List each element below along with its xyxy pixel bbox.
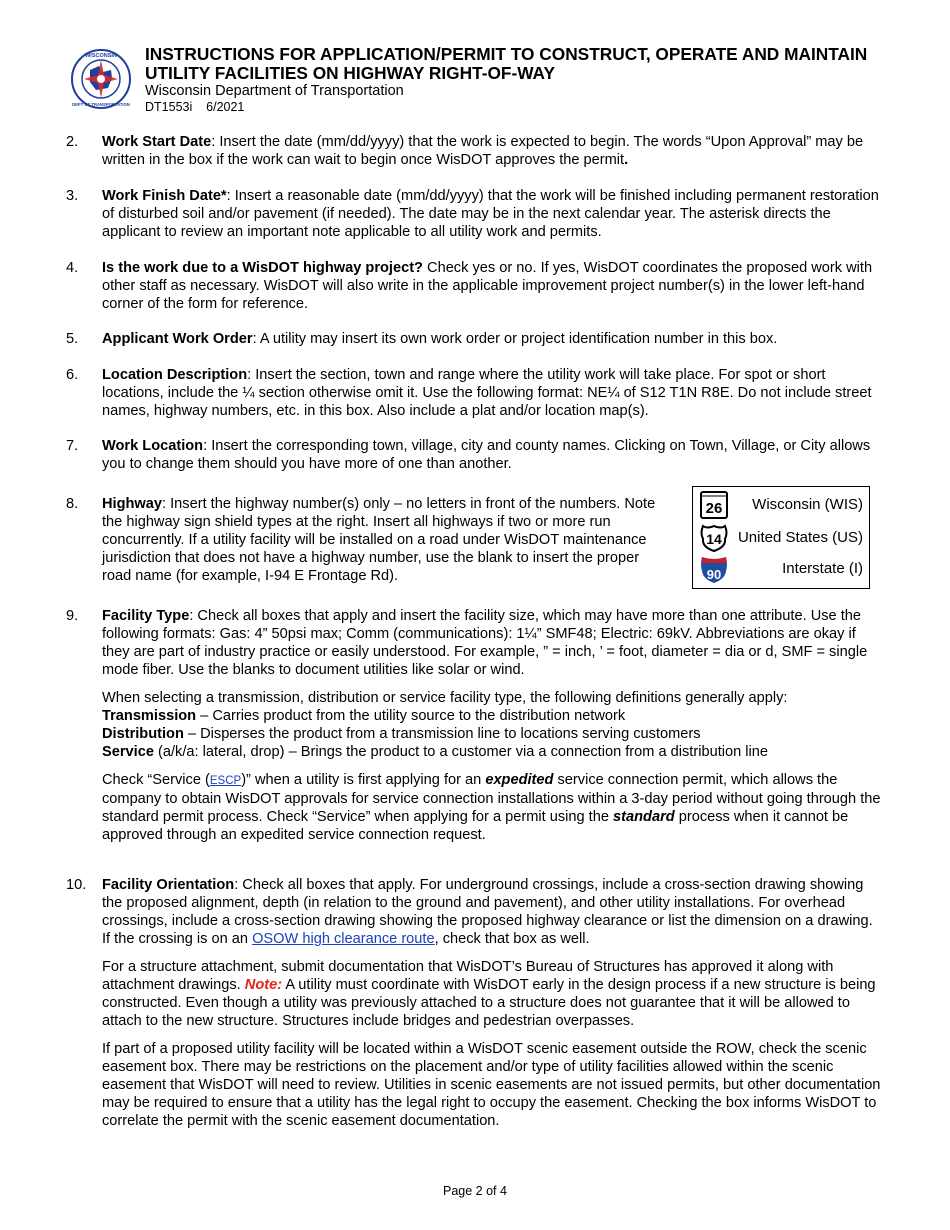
us-shield-icon <box>699 523 729 553</box>
item-number: 9. <box>66 608 79 624</box>
def-text-service: (a/k/a: lateral, drop) – Brings the product to a customer via a connection from a distribution line <box>153 744 768 760</box>
agency-name: Wisconsin Department of Transportation <box>145 83 404 99</box>
item-term: Location Description <box>102 367 248 383</box>
item-term: Work Start Date <box>102 134 212 150</box>
item-text: : Insert a reasonable date (mm/dd/yyyy) that the work will be finished including permanent restoration of disturbed soil and/or pavement (if needed). The date may be in the next calendar year. The asterisk directs the applicant to review an important note applicable to all utility work and permits. <box>102 188 879 240</box>
structure-paragraph-note: A utility must coordinate with WisDOT early in the design process if a new structure is being constructed. Even though a utility was previously attached to a structure does not guarantee that it will be allowed to attach to the new structure. Structures include bridges and pedestrian overpasses. <box>102 977 876 1029</box>
legend-row-wisconsin <box>699 490 863 520</box>
legend-label: Interstate (I) <box>782 560 863 577</box>
form-id: DT1553i 6/2021 <box>145 100 245 114</box>
item-text: : Insert the section, town and range where the utility work will take place. For spot or short locations, include the ¼ section otherwise omit it. Use the following format: NE¼ of S12 T1N R8E. Do not include street names, highway numbers, etc. in this box. Also include a plat and/or location map(s). <box>102 367 872 419</box>
service-paragraph-text: Check “Service ( <box>102 772 210 788</box>
title-line-1: INSTRUCTIONS FOR APPLICATION/PERMIT TO CONSTRUCT, OPERATE AND MAINTAIN <box>145 44 868 64</box>
item-text: : Insert the corresponding town, village, city and county names. Clicking on Town, Village, or City allows you to change them should you have more of one than another. <box>102 438 871 472</box>
wisconsin-shield-number: 26 <box>705 500 723 517</box>
item-number: 7. <box>66 438 79 454</box>
document-header <box>145 45 905 114</box>
service-paragraph-text: process when it cannot be approved through an expedited service connection request. <box>102 809 849 843</box>
svg-text:DEPT OF TRANSPORTATION: DEPT OF TRANSPORTATION <box>72 102 130 107</box>
note-label: Note: <box>244 977 283 993</box>
scenic-easement-paragraph: If part of a proposed utility facility will be located within a WisDOT scenic easement outside the ROW, check the scenic easement box. There may be restrictions on the placement and/or type of utility facilities allowed within the scenic easement that WisDOT will need to review. Utilities in scenic easements are not issued permits, but other documentation may be required to ensure that a utility has the legal right to occupy the easement. Checking the box informs WisDOT to correlate the permit with the scenic easement documentation. <box>102 1041 881 1129</box>
item-end: . <box>624 152 629 168</box>
item-text: : Insert the highway number(s) only – no letters in front of the numbers. Note the highway sign shield types at the right. Insert all highways if two or more run concurrently. If a utility facility will be installed on a road under WisDOT maintenance jurisdiction that does not have a highway number, use the blank to insert the proper road name (for example, I-94 E Frontage Rd). <box>102 496 656 584</box>
def-term-service: Service <box>102 744 154 760</box>
item-term: Facility Orientation <box>102 877 235 893</box>
definitions-intro: When selecting a transmission, distribution or service facility type, the following definitions generally apply: <box>102 690 788 706</box>
structure-paragraph: For a structure attachment, submit documentation that WisDOT’s Bureau of Structures has approved it along with attachment drawings. <box>102 959 834 993</box>
item-term: Work Location <box>102 438 204 454</box>
wisdot-seal-logo <box>70 48 132 110</box>
item-term: Work Finish Date* <box>102 188 227 204</box>
item-text: Check yes or no. If yes, WisDOT coordinates the proposed work with other staff as necessary. WisDOT will also write in the applicable improvement project number(s) in the lower left-hand corner of the form for reference. <box>102 260 873 312</box>
item-term: Applicant Work Order <box>102 331 253 347</box>
instruction-item-9 <box>66 607 882 844</box>
legend-row-us <box>699 523 863 553</box>
osow-route-link[interactable]: OSOW high clearance route <box>252 931 435 947</box>
item-number: 3. <box>66 188 79 204</box>
item-number: 2. <box>66 134 79 150</box>
highway-shield-legend <box>692 486 870 589</box>
item-text: : A utility may insert its own work order or project identification number in this box. <box>252 331 778 347</box>
us-shield-number: 14 <box>706 531 722 547</box>
def-text-transmission: – Carries product from the utility source to the distribution network <box>196 708 626 724</box>
item-term: Facility Type <box>102 608 190 624</box>
title-line-2: UTILITY FACILITIES ON HIGHWAY RIGHT-OF-WAY <box>145 63 555 83</box>
instruction-item-4 <box>66 259 882 313</box>
svg-text:WISCONSIN: WISCONSIN <box>85 53 117 59</box>
item-number: 6. <box>66 367 79 383</box>
item-number: 5. <box>66 331 79 347</box>
item-number: 4. <box>66 260 79 276</box>
def-term-distribution: Distribution <box>102 726 184 742</box>
item-term: Is the work due to a WisDOT highway project? <box>102 260 423 276</box>
wisconsin-shield-icon <box>699 490 729 520</box>
instruction-item-2 <box>66 133 882 169</box>
escp-link[interactable]: ESCP <box>209 775 242 787</box>
interstate-shield-number: 90 <box>706 567 722 582</box>
legend-row-interstate <box>699 554 863 584</box>
page-number: Page 2 of 4 <box>443 1184 507 1198</box>
instruction-item-7 <box>66 437 882 473</box>
item-text: : Insert the date (mm/dd/yyyy) that the work is expected to begin. The words “Upon Approval” may be written in the box if the work can wait to begin once WisDOT approves the permit <box>102 134 864 168</box>
item-number: 10. <box>66 877 87 893</box>
legend-label: Wisconsin (WIS) <box>752 496 863 513</box>
item-term: Highway <box>102 496 163 512</box>
emphasis-expedited: expedited <box>485 772 554 788</box>
instruction-item-8 <box>66 495 658 585</box>
interstate-shield-icon <box>699 554 729 584</box>
service-paragraph-text: )” when a utility is first applying for an <box>241 772 486 788</box>
item-text: : Check all boxes that apply. For underground crossings, include a cross-section drawing showing the proposed alignment, depth (in relation to the ground and pavement), and other utility installations. For overhead crossings, include a cross-section drawing showing the proposed highway clearance or list the dimension on a drawing. If the crossing is on an <box>102 877 873 947</box>
item-text: : Check all boxes that apply and insert the facility size, which may have more than one attribute. Use the following formats: Gas: 4” 50psi max; Comm (communications): 1¼” SMF48; Electric: 69kV. Abbreviations are okay if they are part of industry practice or easily understood. For example, ” = inch, ’ = foot, diameter = dia or d, SMF = single mode fiber. Use the blanks to document utilities like solar or wind. <box>102 608 868 678</box>
instruction-item-10 <box>66 876 882 1130</box>
instruction-item-3 <box>66 187 882 241</box>
def-text-distribution: – Disperses the product from a transmission line to locations serving customers <box>183 726 701 742</box>
item-number: 8. <box>66 496 79 512</box>
instruction-item-6 <box>66 366 882 420</box>
service-paragraph-text: service connection permit, which allows the company to obtain WisDOT approvals for service connection installations within a 3-day period without going through the standard permit process. Check “Service” when applying for a permit using the <box>102 772 881 825</box>
emphasis-standard: standard <box>613 809 675 825</box>
item-text: , check that box as well. <box>434 931 590 947</box>
def-term-transmission: Transmission <box>102 708 197 724</box>
legend-label: United States (US) <box>737 529 863 546</box>
instruction-item-5 <box>66 330 882 348</box>
